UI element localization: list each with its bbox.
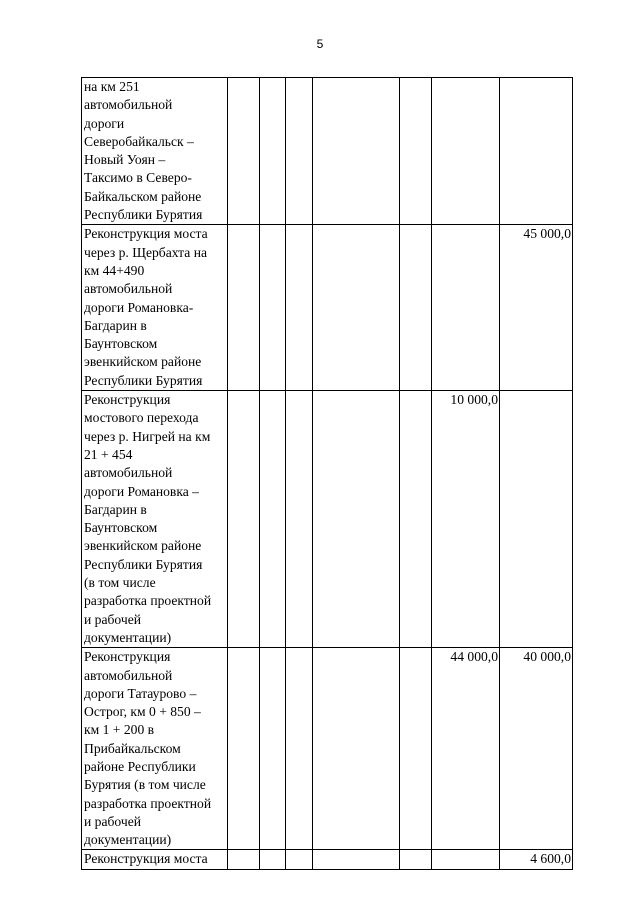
object-name-line: документации): [84, 832, 172, 848]
object-name-line: и рабочей: [84, 813, 142, 829]
object-name-line: эвенкийском районе: [84, 354, 202, 370]
object-name-line: Республики Бурятия: [84, 556, 203, 572]
table-body: [82, 78, 573, 870]
object-name-line: дороги Татаурово –: [84, 685, 197, 701]
empty-cell: [260, 850, 286, 869]
object-name-line: Прибайкальском: [84, 740, 181, 756]
object-name-line: км 1 + 200 в: [84, 722, 155, 738]
empty-cell: [400, 225, 432, 391]
object-name-line: км 44+490: [84, 262, 145, 278]
object-name-line: дороги: [84, 115, 125, 131]
empty-cell: [286, 225, 313, 391]
object-name-line: Северобайкальск –: [84, 133, 194, 149]
object-name-cell: [82, 225, 228, 391]
empty-cell: [400, 850, 432, 869]
object-name-line: Республики Бурятия: [84, 372, 203, 388]
object-name-line: через р. Щербахта на: [84, 244, 208, 260]
empty-cell: [228, 225, 260, 391]
object-name-line: Бурятия (в том числе: [84, 777, 206, 793]
object-name-cell: [82, 78, 228, 225]
amount-cell-col7: 44 000,0: [432, 648, 500, 850]
empty-cell: [286, 78, 313, 225]
object-name-line: Реконструкция: [84, 649, 171, 665]
amount-cell-col7: [432, 78, 500, 225]
empty-cell: [313, 850, 400, 869]
empty-cell: [228, 78, 260, 225]
object-name-line: Новый Уоян –: [84, 152, 166, 168]
table-row: [82, 391, 573, 648]
object-name-line: Острог, км 0 + 850 –: [84, 704, 201, 720]
object-name-line: дороги Романовка-: [84, 299, 194, 315]
object-name-line: Багдарин в: [84, 501, 147, 517]
empty-cell: [286, 648, 313, 850]
object-name-line: Республики Бурятия: [84, 207, 203, 223]
empty-cell: [400, 78, 432, 225]
object-name-line: Баунтовском: [84, 336, 158, 352]
amount-cell-col8: [500, 78, 573, 225]
empty-cell: [400, 391, 432, 648]
object-name-line: Байкальском районе: [84, 188, 202, 204]
object-name-cell: [82, 850, 228, 869]
object-name-line: Реконструкция: [84, 392, 171, 408]
empty-cell: [286, 391, 313, 648]
table-row: [82, 850, 573, 869]
amount-cell-col7: [432, 850, 500, 869]
budget-table: [81, 77, 573, 870]
table-row: [82, 225, 573, 391]
object-name-line: Баунтовском: [84, 520, 158, 536]
amount-cell-col8: [500, 391, 573, 648]
amount-cell-col8: 40 000,0: [500, 648, 573, 850]
empty-cell: [400, 648, 432, 850]
object-name-line: автомобильной: [84, 97, 173, 113]
object-name-cell: [82, 648, 228, 850]
amount-cell-col7: 10 000,0: [432, 391, 500, 648]
object-name-line: эвенкийском районе: [84, 538, 202, 554]
object-name-line: Таксимо в Северо-: [84, 170, 192, 186]
page-number: 5: [316, 37, 324, 51]
object-name-line: Реконструкция моста: [84, 851, 208, 867]
amount-cell-col8: 45 000,0: [500, 225, 573, 391]
object-name-line: автомобильной: [84, 667, 173, 683]
table-row: [82, 78, 573, 225]
empty-cell: [286, 850, 313, 869]
object-name-line: разработка проектной: [84, 593, 212, 609]
empty-cell: [228, 391, 260, 648]
object-name-line: районе Республики: [84, 758, 196, 774]
empty-cell: [260, 78, 286, 225]
empty-cell: [228, 850, 260, 869]
object-name-line: автомобильной: [84, 281, 173, 297]
table-row: [82, 648, 573, 850]
empty-cell: [313, 391, 400, 648]
object-name-line: Багдарин в: [84, 317, 147, 333]
object-name-line: автомобильной: [84, 465, 173, 481]
empty-cell: [260, 225, 286, 391]
empty-cell: [313, 78, 400, 225]
empty-cell: [313, 648, 400, 850]
object-name-line: дороги Романовка –: [84, 483, 199, 499]
object-name-line: (в том числе: [84, 575, 156, 591]
empty-cell: [260, 391, 286, 648]
amount-cell-col7: [432, 225, 500, 391]
object-name-line: 21 + 454: [84, 446, 133, 462]
object-name-line: на км 251: [84, 79, 140, 94]
amount-cell-col8: 4 600,0: [500, 850, 573, 869]
object-name-line: через р. Нигрей на км: [84, 428, 211, 444]
object-name-line: и рабочей: [84, 611, 142, 627]
empty-cell: [228, 648, 260, 850]
empty-cell: [313, 225, 400, 391]
object-name-line: документации): [84, 629, 172, 645]
empty-cell: [260, 648, 286, 850]
object-name-line: мостового перехода: [84, 410, 199, 426]
object-name-line: Реконструкция моста: [84, 226, 208, 242]
object-name-line: разработка проектной: [84, 795, 212, 811]
object-name-cell: [82, 391, 228, 648]
